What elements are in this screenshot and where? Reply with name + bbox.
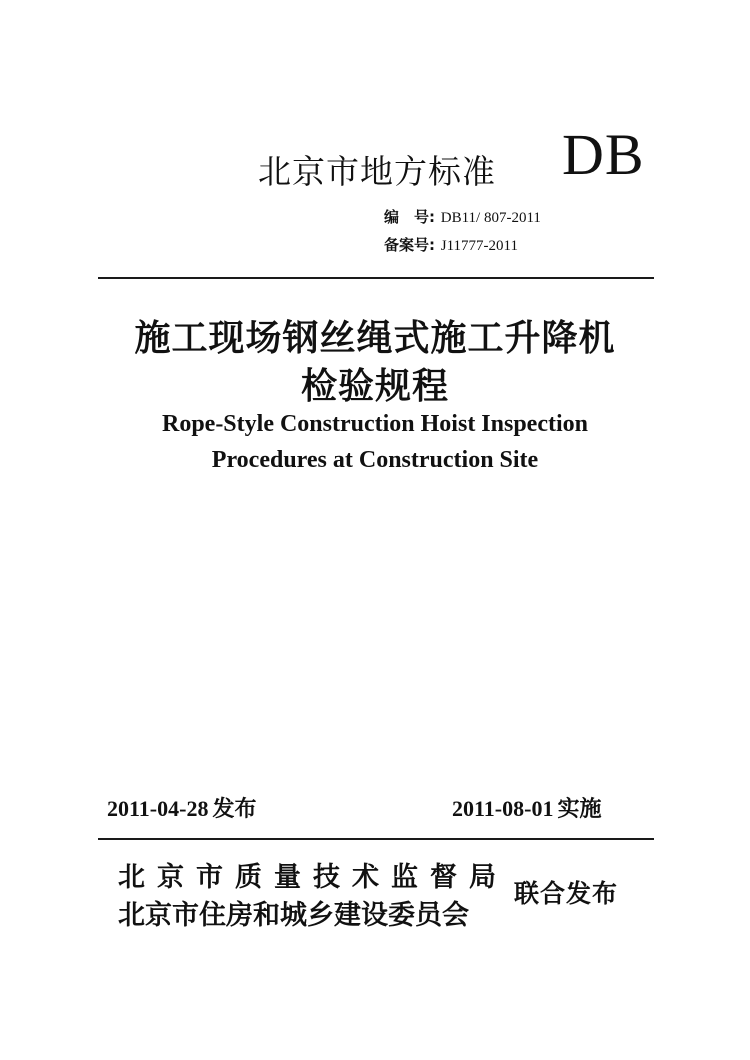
title-en-line1: Rope-Style Construction Hoist Inspection [161, 411, 588, 437]
standard-number-label: 编 号: [384, 208, 435, 226]
standard-category: 北京市地方标准 [258, 152, 496, 191]
title-zh-line2: 检验规程 [300, 366, 449, 407]
record-number-label: 备案号: [384, 236, 435, 254]
record-number-value: J11777-2011 [440, 238, 518, 254]
record-number-row [384, 234, 518, 255]
standard-code-logo: DB [562, 122, 645, 187]
effective-date [452, 792, 601, 823]
bottom-divider [98, 838, 654, 840]
standard-number-value: DB11/ 807-2011 [440, 210, 541, 226]
effective-date-value: 2011-08-01 [452, 796, 554, 821]
title-en-line2: Procedures at Construction Site [211, 447, 539, 473]
joint-release-label: 联合发布 [514, 879, 619, 908]
effective-date-label: 实施 [557, 797, 602, 822]
issue-date [107, 792, 256, 823]
issue-date-label: 发布 [212, 797, 257, 822]
issue-date-value: 2011-04-28 [107, 796, 209, 821]
title-zh-line1: 施工现场钢丝绳式施工升降机 [134, 318, 616, 359]
issuer-housing-commission: 北京市住房和城乡建设委员会 [118, 900, 469, 931]
standard-number-row [384, 206, 541, 227]
issuer-quality-bureau: 北京市质量技术监督局 [118, 862, 508, 893]
top-divider [98, 277, 654, 279]
